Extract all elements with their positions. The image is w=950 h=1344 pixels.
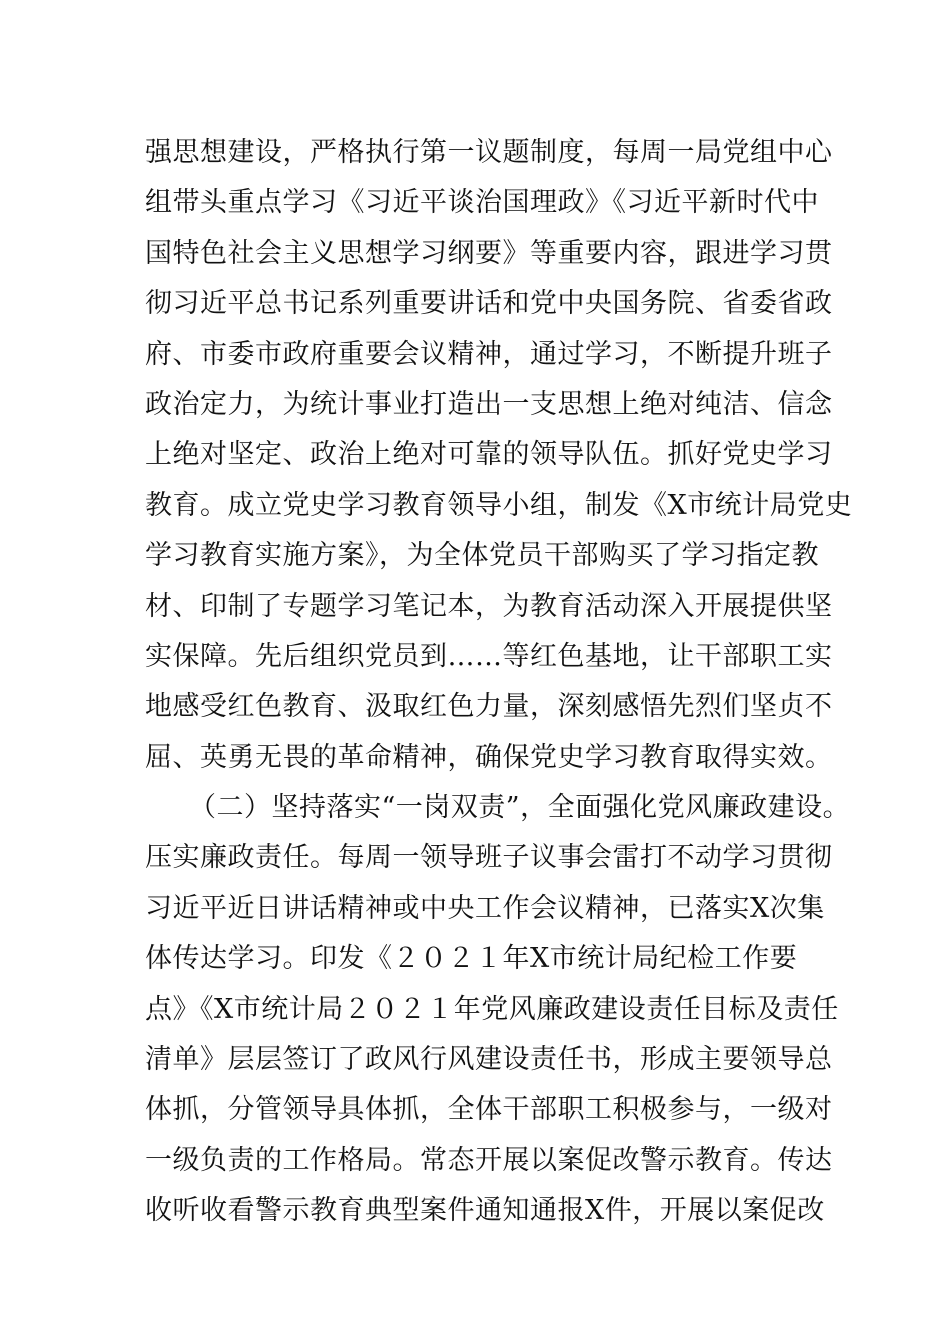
text-line: 点》《X市统计局２０２１年党风廉政建设责任目标及责任 — [145, 993, 839, 1025]
text-line: 组带头重点学习《习近平谈治国理政》《习近平新时代中 — [145, 187, 819, 219]
text-line: 屈、英勇无畏的革命精神，确保党史学习教育取得实效。 — [145, 741, 833, 773]
text-line: 政治定力，为统计事业打造出一支思想上绝对纯洁、信念 — [145, 388, 833, 420]
body-text — [145, 128, 853, 1237]
text-line: 习近平近日讲话精神或中央工作会议精神，已落实X次集 — [145, 892, 825, 924]
text-line: 体抓，分管领导具体抓，全体干部职工积极参与，一级对 — [145, 1094, 833, 1126]
text-line: 收听收看警示教育典型案件通知通报X件，开展以案促改 — [145, 1195, 825, 1227]
text-line: 强思想建设，严格执行第一议题制度，每周一局党组中心 — [145, 137, 833, 168]
text-line: 一级负责的工作格局。常态开展以案促改警示教育。传达 — [145, 1144, 833, 1176]
text-line: 材、印制了专题学习笔记本，为教育活动深入开展提供坚 — [145, 590, 833, 622]
text-line: 彻习近平总书记系列重要讲话和党中央国务院、省委省政 — [145, 288, 833, 320]
text-line: 教育。成立党史学习教育领导小组，制发《X市统计局党史 — [145, 489, 853, 521]
text-line: 实保障。先后组织党员到……等红色基地，让干部职工实 — [145, 640, 833, 672]
text-line: 地感受红色教育、汲取红色力量，深刻感悟先烈们坚贞不 — [145, 691, 833, 723]
section-heading-line: （二）坚持落实“一岗双责”，全面强化党风廉政建设。 — [189, 792, 851, 824]
text-line: 府、市委市政府重要会议精神，通过学习，不断提升班子 — [145, 338, 833, 370]
text-line: 清单》层层签订了政风行风建设责任书，形成主要领导总 — [145, 1044, 833, 1076]
text-line: 上绝对坚定、政治上绝对可靠的领导队伍。抓好党史学习 — [145, 439, 833, 471]
text-line: 学习教育实施方案》，为全体党员干部购买了学习指定教 — [145, 540, 819, 572]
text-line: 体传达学习。印发《２０２１年X市统计局纪检工作要 — [145, 943, 798, 975]
text-line: 国特色社会主义思想学习纲要》等重要内容，跟进学习贯 — [145, 237, 833, 269]
text-line: 压实廉政责任。每周一领导班子议事会雷打不动学习贯彻 — [145, 842, 833, 874]
